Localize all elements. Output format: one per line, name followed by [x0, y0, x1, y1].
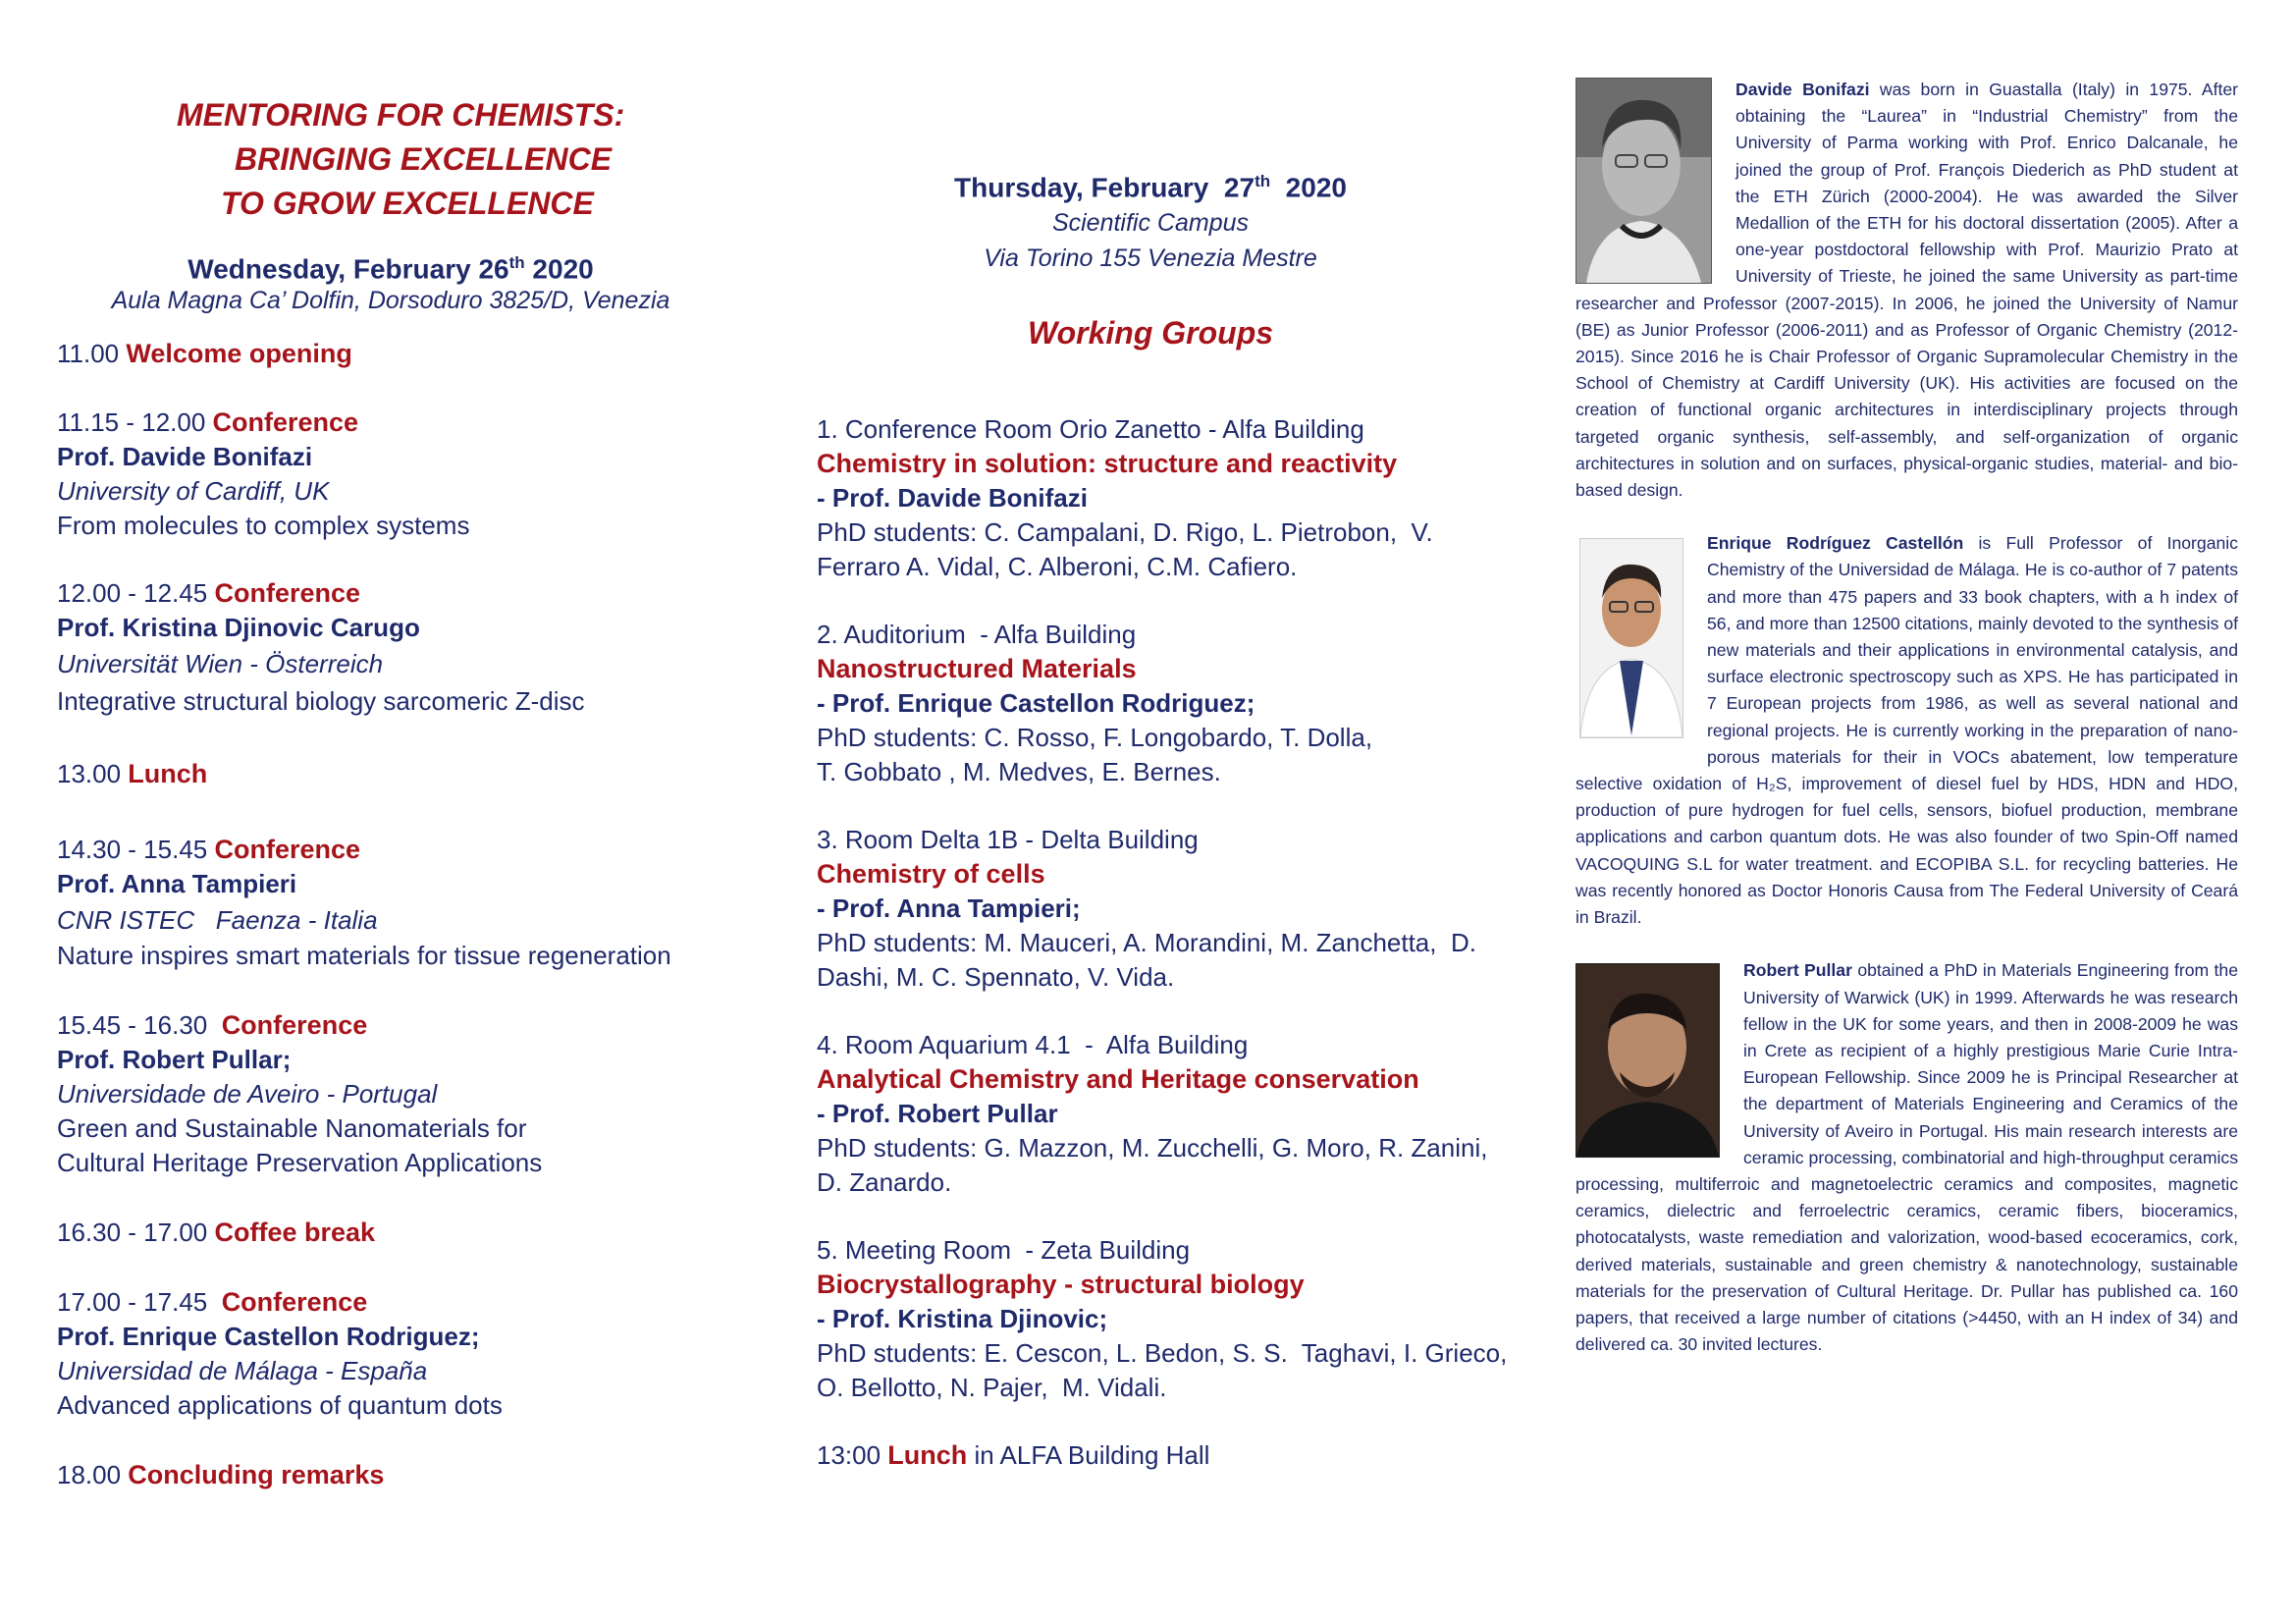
bio-bonifazi — [1575, 77, 2238, 504]
affiliation: Universidade de Aveiro - Portugal — [57, 1079, 438, 1110]
portrait-photo — [1575, 963, 1720, 1158]
event-lunch: 13.00 Lunch — [57, 759, 208, 789]
event-conference-1: 11.15 - 12.00 Conference Prof. Davide Bonifazi University of Cardiff, UK From molecules to complex systems — [57, 406, 744, 543]
speaker-bios — [1575, 77, 2238, 1358]
group-students-line-1: PhD students: G. Mazzon, M. Zucchelli, G. Moro, R. Zanini, — [817, 1133, 1488, 1164]
event-concluding: 18.00 Concluding remarks — [57, 1460, 385, 1490]
speaker: Prof. Kristina Djinovic Carugo — [57, 613, 420, 643]
working-groups-list — [817, 412, 1508, 1473]
talk-title: Nature inspires smart materials for tissue regeneration — [57, 941, 671, 971]
group-topic: Biocrystallography - structural biology — [817, 1270, 1305, 1300]
programme-day2 — [817, 172, 1508, 1473]
group-room: 3. Room Delta 1B - Delta Building — [817, 825, 1199, 855]
portrait-photo — [1575, 78, 1712, 284]
group-2 — [817, 618, 1504, 789]
day2-campus: Scientific Campus — [1051, 209, 1250, 238]
talk-title: Advanced applications of quantum dots — [57, 1390, 503, 1421]
talk-title: From molecules to complex systems — [57, 511, 470, 541]
speaker: Prof. Davide Bonifazi — [57, 442, 313, 472]
bio-name: Robert Pullar — [1743, 960, 1852, 981]
group-students-line-1: PhD students: C. Rosso, F. Longobardo, T. Dolla, — [817, 723, 1373, 753]
affiliation: CNR ISTEC Faenza - Italia — [57, 905, 378, 936]
group-professor: - Prof. Enrique Castellon Rodriguez; — [817, 688, 1255, 719]
day1-date: Wednesday, February 26th 2020 — [187, 253, 594, 285]
group-3 — [817, 823, 1504, 995]
event-conference-4: 15.45 - 16.30 Conference Prof. Robert Pullar; Universidade de Aveiro - Portugal Green and Sustainable Nanomaterials for Cultural Heritage Preservation Applications — [57, 1008, 744, 1180]
day1-venue: Aula Magna Ca’ Dolfin, Dorsoduro 3825/D, Venezia — [111, 287, 670, 315]
talk-title-line-1: Green and Sustainable Nanomaterials for — [57, 1113, 527, 1144]
bio-castellon — [1575, 530, 2238, 931]
day2-date: Thursday, February 27th 2020 — [954, 172, 1347, 203]
group-professor: - Prof. Anna Tampieri; — [817, 893, 1081, 924]
event-coffee: 16.30 - 17.00 Coffee break — [57, 1218, 376, 1248]
schedule — [57, 337, 744, 1492]
day2-lunch: 13:00 Lunch in ALFA Building Hall — [817, 1440, 1210, 1471]
group-4 — [817, 1028, 1504, 1200]
title-line-3: TO GROW EXCELLENCE — [221, 186, 594, 221]
group-students-line-1: PhD students: C. Campalani, D. Rigo, L. Pietrobon, V. — [817, 517, 1433, 548]
group-topic: Chemistry of cells — [817, 859, 1045, 890]
talk-title: Integrative structural biology sarcomeric Z-disc — [57, 686, 585, 717]
group-students-line-2: T. Gobbato , M. Medves, E. Bernes. — [817, 757, 1221, 787]
title-line-2: BRINGING EXCELLENCE — [235, 141, 613, 177]
working-groups-title: Working Groups — [1027, 315, 1274, 352]
group-5 — [817, 1233, 1508, 1405]
group-students-line-2: O. Bellotto, N. Pajer, M. Vidali. — [817, 1373, 1167, 1403]
bio-text: was born in Guastalla (Italy) in 1975. After obtaining the “Laurea” in “Industrial Chemistry” from the University of Parma working with Prof. Enrico Dalcanale, he joined the group of Prof. François Diederich as PhD student at the ETH Zürich (2000-2004). He was awarded the Silver Medallion of the ETH for his doctoral dissertation (2005). After a one-year postdoctoral fellowship with Prof. Maurizio Prato at University of Trieste, he joined the same University as part-time researcher and Professor (2007-2015). In 2006, he joined the University of Namur (BE) as Junior Professor (2006-2011) and as Professor of Organic Chemistry (2012-2015). Since 2016 he is Chair Professor of Organic Supramolecular Chemistry in the School of Chemistry at Cardiff University (UK). His activities are focused on the creation of functional organic architectures in interdisciplinary projects through targeted organic synthesis, self-assembly, and self-organization of organic architectures in solution and on surfaces, physical-organic studies, material- and bio-based design. — [1575, 80, 2239, 501]
event-conference-3: 14.30 - 15.45 Conference Prof. Anna Tampieri CNR ISTEC Faenza - Italia Nature inspires smart materials for tissue regeneration — [57, 833, 744, 973]
day2-address: Via Torino 155 Venezia Mestre — [984, 244, 1317, 273]
main-title — [57, 93, 744, 226]
bio-text: obtained a PhD in Materials Engineering from the University of Warwick (UK) in 1999. Afterwards he was research fellow in the UK for some years, and then in 2008-2009 he was in Crete as recipient of a highly prestigious Marie Curie Intra-European Fellowship. Since 2009 he is Principal Researcher at the department of Materials Engineering and Ceramics of the University of Aveiro in Portugal. His main research interests are ceramic processing, combinatorial and high-throughput ceramics processing, multiferroic and magnetoelectric ceramics and composites, magnetic ceramics, dielectric and ferroelectric ceramics, ceramic fibers, bioceramics, photocatalysts, waste remediation and valorization, wood-based ecoceramics, cork, derived materials, sustainable and green chemistry & nanotechnology, sustainable materials for the preservation of Cultural Heritage. Dr. Pullar has published ca. 160 papers, that received a large number of citations (>4450, with an H index of 34) and delivered ca. 30 invited lectures. — [1575, 960, 2238, 1355]
speaker: Prof. Anna Tampieri — [57, 869, 297, 899]
group-students-line-1: PhD students: E. Cescon, L. Bedon, S. S. Taghavi, I. Grieco, — [817, 1338, 1508, 1369]
group-room: 4. Room Aquarium 4.1 - Alfa Building — [817, 1030, 1249, 1060]
group-students-line-2: Dashi, M. C. Spennato, V. Vida. — [817, 962, 1175, 993]
speaker: Prof. Enrique Castellon Rodriguez; — [57, 1322, 480, 1352]
programme-day1 — [57, 93, 744, 1492]
portrait-photo — [1579, 538, 1683, 738]
group-1 — [817, 412, 1504, 584]
affiliation: Universität Wien - Österreich — [57, 649, 384, 679]
affiliation: Universidad de Málaga - España — [57, 1356, 428, 1386]
group-room: 1. Conference Room Orio Zanetto - Alfa Building — [817, 414, 1364, 445]
group-students-line-2: D. Zanardo. — [817, 1167, 952, 1198]
group-topic: Nanostructured Materials — [817, 654, 1137, 684]
title-line-1: MENTORING FOR CHEMISTS: — [177, 97, 625, 133]
event-conference-2: 12.00 - 12.45 Conference Prof. Kristina Djinovic Carugo Universität Wien - Österreich Integrative structural biology sarcomeric Z-disc — [57, 576, 744, 720]
event-welcome: 11.00 Welcome opening — [57, 339, 352, 369]
talk-title-line-2: Cultural Heritage Preservation Applications — [57, 1148, 543, 1178]
bio-name: Enrique Rodríguez Castellón — [1707, 533, 1964, 554]
bio-pullar — [1575, 957, 2238, 1358]
group-professor: - Prof. Robert Pullar — [817, 1099, 1058, 1129]
group-room: 5. Meeting Room - Zeta Building — [817, 1235, 1191, 1266]
affiliation: University of Cardiff, UK — [57, 476, 330, 507]
group-professor: - Prof. Kristina Djinovic; — [817, 1304, 1108, 1334]
bio-text: is Full Professor of Inorganic Chemistry of the Universidad de Málaga. He is co-author of 7 patents and more than 475 papers and 33 book chapters, with a h index of 56, and more than 12500 citations, mainly devoted to the synthesis of new materials and their applications in environmental catalysis, and surface electronic spectroscopy such as XPS. He has participated in 7 European projects from 1986, as well as several national and regional projects. He is currently working in the preparation of nano-porous materials for their in VOCs abatement, low temperature selective oxidation of H₂S, improvement of diesel fuel by HDS, HDN and HDO, production of pure hydrogen for fuel cells, sensors, biofuel production, membrane applications and carbon quantum dots. He was also founder of two Spin-Off named VACOQUING S.L for water treatment. and ECOPIBA S.L. for recycling batteries. He was recently honored as Doctor Honoris Causa from The Federal University of Ceará in Brazil. — [1575, 533, 2238, 928]
group-topic: Chemistry in solution: structure and reactivity — [817, 449, 1398, 479]
group-room: 2. Auditorium - Alfa Building — [817, 620, 1137, 650]
event-conference-5: 17.00 - 17.45 Conference Prof. Enrique Castellon Rodriguez; Universidad de Málaga - España Advanced applications of quantum dots — [57, 1285, 744, 1423]
group-students-line-2: Ferraro A. Vidal, C. Alberoni, C.M. Cafiero. — [817, 552, 1298, 582]
bio-name: Davide Bonifazi — [1735, 80, 1870, 99]
group-students-line-1: PhD students: M. Mauceri, A. Morandini, M. Zanchetta, D. — [817, 928, 1476, 958]
group-topic: Analytical Chemistry and Heritage conservation — [817, 1064, 1419, 1095]
speaker: Prof. Robert Pullar; — [57, 1045, 292, 1075]
group-professor: - Prof. Davide Bonifazi — [817, 483, 1088, 514]
